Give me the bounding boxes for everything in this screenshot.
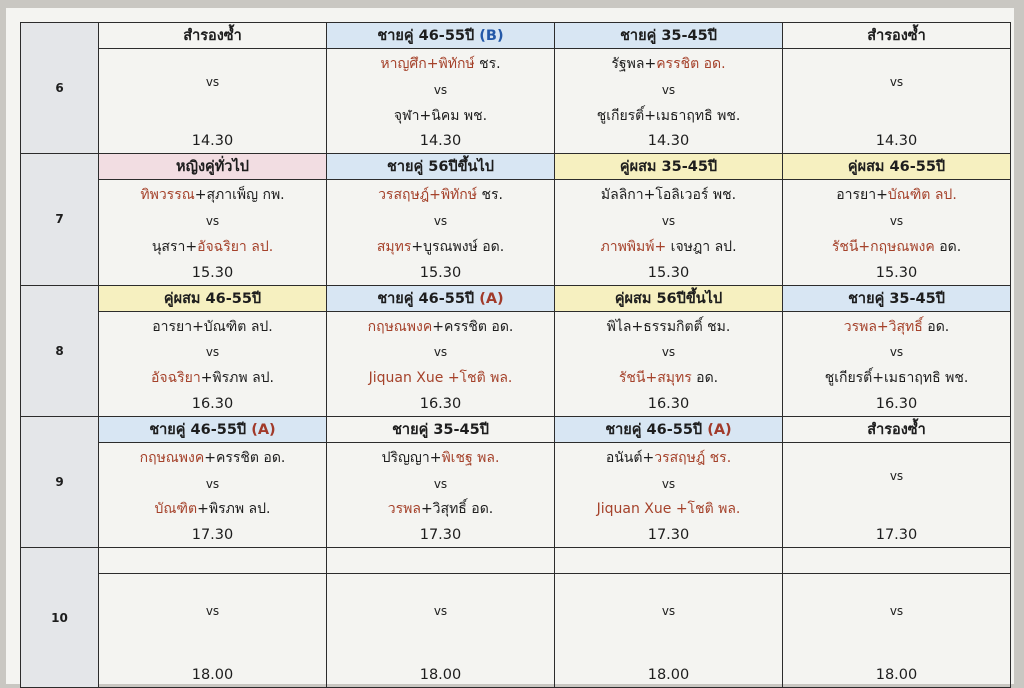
match-time: 18.00: [647, 667, 690, 683]
header-row: [21, 154, 1011, 180]
player-names: สมุทร: [376, 238, 412, 255]
team-1: [606, 447, 731, 469]
match-time: 16.30: [191, 395, 234, 412]
team-2: [151, 367, 274, 389]
team-2: [394, 105, 487, 127]
category-header: [555, 23, 783, 49]
category-label: ชายคู่ 56ปีขึ้นไป: [387, 159, 494, 176]
category-header: [555, 154, 783, 180]
match-cell: [783, 180, 1011, 285]
team-1: [140, 447, 286, 469]
category-header: [327, 154, 555, 180]
match-cell: [783, 574, 1011, 688]
category-tag: (B): [479, 28, 504, 45]
team-2: [155, 498, 271, 520]
vs-label: vs: [433, 345, 448, 360]
category-header: [99, 548, 327, 574]
category-label: ชายคู่ 35-45ปี: [848, 290, 945, 307]
team-2: [388, 498, 494, 520]
category-header: [555, 548, 783, 574]
player-names: อารยา+: [836, 187, 888, 204]
player-names: พิเชฐ พล.: [441, 449, 500, 466]
category-tag: (A): [479, 290, 504, 307]
player-names: +สุภาเพ็ญ กพ.: [194, 187, 285, 204]
category-label: ชายคู่ 35-45ปี: [620, 28, 717, 45]
team-2: [825, 367, 969, 389]
player-names: ชูเกียรติ์+เมธาฤทธิ พช.: [824, 370, 969, 387]
team-1: [836, 184, 957, 206]
vs-label: vs: [205, 75, 220, 90]
team-2: [369, 367, 513, 389]
team-2: [597, 498, 741, 520]
player-names: +ครรชิต อด.: [432, 318, 514, 335]
player-names: รัชนี+สมุทร: [618, 370, 692, 387]
team-2: [832, 236, 961, 258]
match-cell: [783, 442, 1011, 547]
header-row: [21, 285, 1011, 311]
match-time: 17.30: [647, 527, 690, 544]
category-header: [783, 23, 1011, 49]
header-row: [21, 23, 1011, 49]
match-time: 16.30: [419, 395, 462, 412]
player-names: อนันต์+: [605, 449, 655, 466]
player-names: รัฐพล+: [611, 56, 657, 73]
player-names: กฤษณพงค: [367, 318, 433, 335]
team-2: [377, 236, 504, 258]
match-time: 18.00: [191, 667, 234, 683]
schedule-table: [20, 22, 1011, 688]
vs-label: vs: [889, 469, 904, 484]
player-names: ชร.: [474, 56, 501, 73]
team-1: [152, 316, 273, 338]
match-row: [21, 311, 1011, 416]
player-names: บัณฑิต ลป.: [887, 187, 957, 204]
vs-label: vs: [661, 214, 676, 229]
vs-label: vs: [433, 82, 448, 97]
match-cell: [99, 311, 327, 416]
schedule-sheet: [6, 8, 1014, 684]
player-names: บัณฑิต: [154, 501, 198, 518]
player-names: ชร.: [477, 187, 503, 204]
category-label: คู่ผสม 46-55ปี: [163, 290, 262, 307]
category-label: สำรองซ้ำ: [183, 28, 242, 45]
vs-label: vs: [661, 603, 676, 618]
player-names: พิไล+ธรรมกิตติ์ ชม.: [606, 318, 731, 335]
match-cell: [327, 574, 555, 688]
category-header: [99, 416, 327, 442]
match-cell: [327, 180, 555, 285]
vs-label: vs: [661, 476, 676, 491]
category-header: [555, 416, 783, 442]
vs-label: vs: [433, 476, 448, 491]
category-header: [783, 154, 1011, 180]
match-cell: [555, 311, 783, 416]
team-1: [844, 316, 950, 338]
category-label: สำรองซ้ำ: [867, 28, 926, 45]
player-names: ทิพวรรณ: [140, 187, 195, 204]
player-names: อด.: [934, 238, 962, 255]
match-time: 15.30: [191, 264, 234, 281]
match-time: 17.30: [191, 527, 234, 544]
round-number: 10: [21, 548, 99, 688]
match-time: 14.30: [419, 133, 462, 150]
player-names: กฤษณพงค: [139, 449, 205, 466]
round-number: 8: [21, 285, 99, 416]
round-number: 9: [21, 416, 99, 547]
vs-label: vs: [205, 603, 220, 618]
category-header: [783, 285, 1011, 311]
category-label: คู่ผสม 56ปีขึ้นไป: [614, 290, 723, 307]
match-cell: [99, 180, 327, 285]
player-names: +ครรชิต อด.: [204, 449, 286, 466]
category-header: [783, 548, 1011, 574]
category-label: ชายคู่ 46-55ปี: [149, 421, 252, 438]
match-time: 18.00: [875, 667, 918, 683]
team-2: [619, 367, 718, 389]
match-cell: [327, 311, 555, 416]
category-header: [327, 416, 555, 442]
vs-label: vs: [661, 82, 676, 97]
team-2: [597, 105, 741, 127]
vs-label: vs: [889, 603, 904, 618]
vs-label: vs: [433, 214, 448, 229]
team-1: [607, 316, 731, 338]
team-1: [611, 53, 725, 75]
header-row: [21, 548, 1011, 574]
vs-label: vs: [889, 345, 904, 360]
category-header: [327, 23, 555, 49]
player-names: เจษฎา ลป.: [666, 238, 737, 255]
vs-label: vs: [889, 75, 904, 90]
match-time: 17.30: [875, 527, 918, 544]
player-names: ครรชิต อด.: [656, 56, 726, 73]
player-names: Jiquan Xue +โชติ พล.: [596, 501, 741, 518]
vs-label: vs: [433, 603, 448, 618]
category-header: [99, 154, 327, 180]
match-cell: [99, 49, 327, 154]
team-2: [600, 236, 736, 258]
player-names: +พิรภพ ลป.: [197, 501, 271, 518]
round-number: 7: [21, 154, 99, 285]
player-names: วรพล: [387, 501, 421, 518]
team-1: [601, 184, 736, 206]
match-cell: [99, 442, 327, 547]
player-names: +บูรณพงษ์ อด.: [411, 238, 505, 255]
category-label: คู่ผสม 46-55ปี: [847, 159, 946, 176]
header-row: [21, 416, 1011, 442]
match-row: [21, 442, 1011, 547]
category-header: [555, 285, 783, 311]
vs-label: vs: [205, 214, 220, 229]
match-cell: [327, 49, 555, 154]
player-names: วรพล+วิสุทธิ์: [843, 318, 923, 335]
player-names: Jiquan Xue +โชติ พล.: [368, 370, 513, 387]
match-row: [21, 574, 1011, 688]
match-cell: [555, 574, 783, 688]
player-names: ปริญญา+: [381, 449, 442, 466]
player-names: จุฬา+นิคม พช.: [393, 107, 488, 124]
match-cell: [555, 49, 783, 154]
match-time: 14.30: [191, 133, 234, 150]
category-header: [783, 416, 1011, 442]
player-names: มัลลิกา+โอลิเวอร์ พช.: [600, 187, 737, 204]
match-time: 15.30: [875, 264, 918, 281]
match-time: 16.30: [647, 395, 690, 412]
player-names: อด.: [691, 370, 719, 387]
player-names: หาญศึก+พิทักษ์: [380, 56, 475, 73]
round-number: 6: [21, 23, 99, 154]
vs-label: vs: [205, 476, 220, 491]
player-names: +พิรภพ ลป.: [200, 370, 275, 387]
player-names: ชูเกียรติ์+เมธาฤทธิ พช.: [596, 107, 741, 124]
match-time: 15.30: [419, 264, 462, 281]
category-label: ชายคู่ 46-55ปี: [605, 421, 708, 438]
player-names: อัจฉริยา: [150, 370, 201, 387]
category-header: [327, 285, 555, 311]
match-time: 16.30: [875, 395, 918, 412]
category-header: [99, 23, 327, 49]
player-names: อารยา+บัณฑิต ลป.: [152, 318, 273, 335]
match-cell: [327, 442, 555, 547]
match-row: [21, 180, 1011, 285]
match-row: [21, 49, 1011, 154]
category-header: [327, 548, 555, 574]
vs-label: vs: [889, 214, 904, 229]
player-names: อัจฉริยา ลป.: [197, 238, 274, 255]
category-label: ชายคู่ 46-55ปี: [377, 290, 480, 307]
player-names: รัชนี+กฤษณพงค: [831, 238, 935, 255]
category-tag: (A): [707, 421, 732, 438]
player-names: วรสฤษฎ์+พิทักษ์: [378, 187, 477, 204]
category-header: [99, 285, 327, 311]
category-label: หญิงคู่ทั่วไป: [176, 159, 249, 176]
player-names: +วิสุทธิ์ อด.: [420, 501, 494, 518]
vs-label: vs: [661, 345, 676, 360]
category-label: ชายคู่ 46-55ปี: [377, 28, 480, 45]
player-names: วรสฤษฎ์ ชร.: [654, 449, 732, 466]
team-1: [382, 447, 500, 469]
match-cell: [99, 574, 327, 688]
match-time: 14.30: [647, 133, 690, 150]
team-1: [368, 316, 514, 338]
match-time: 14.30: [875, 133, 918, 150]
player-names: อด.: [922, 318, 950, 335]
team-1: [140, 184, 284, 206]
vs-label: vs: [205, 345, 220, 360]
category-tag: (A): [251, 421, 276, 438]
match-cell: [783, 49, 1011, 154]
category-label: สำรองซ้ำ: [867, 421, 926, 438]
match-cell: [555, 442, 783, 547]
team-1: [380, 53, 500, 75]
category-label: คู่ผสม 35-45ปี: [619, 159, 718, 176]
player-names: นุสรา+: [151, 238, 198, 255]
match-time: 17.30: [419, 527, 462, 544]
match-cell: [555, 180, 783, 285]
player-names: ภาพพิมพ์+: [600, 238, 667, 255]
team-2: [152, 236, 273, 258]
match-time: 15.30: [647, 264, 690, 281]
category-label: ชายคู่ 35-45ปี: [392, 421, 489, 438]
team-1: [378, 184, 503, 206]
match-cell: [783, 311, 1011, 416]
match-time: 18.00: [419, 667, 462, 683]
